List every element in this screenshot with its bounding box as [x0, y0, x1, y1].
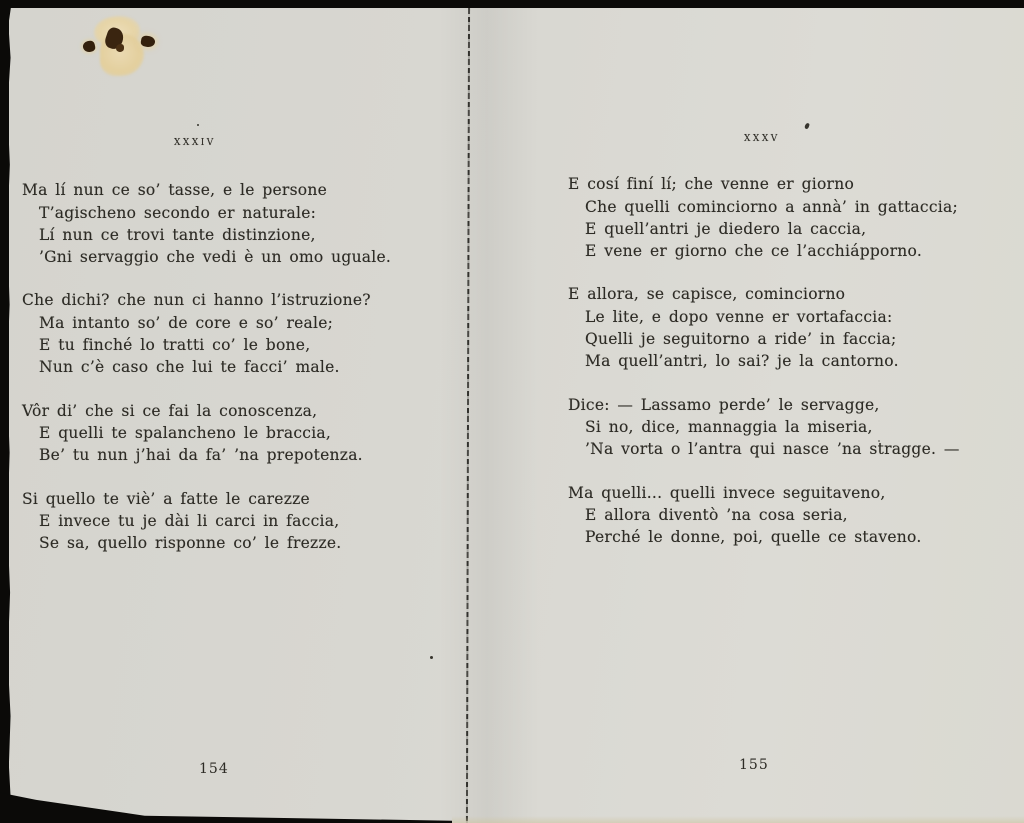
poem-line: E allora diventò ’na cosa seria,	[585, 505, 848, 524]
poem-line: Vôr di’ che si ce fai la conoscenza,	[22, 401, 318, 420]
poem-line: Perché le donne, poi, quelle ce staveno.	[585, 528, 922, 547]
stanza	[22, 179, 474, 268]
poem-line: ’Gni servaggio che vedi è un omo uguale.	[39, 248, 392, 267]
chapter-heading-left: xxxiv	[174, 133, 216, 149]
chapter-heading-right: xxxv	[744, 129, 780, 145]
poem-line: Le lite, e dopo venne er vortafaccia:	[585, 307, 893, 326]
stanza	[568, 173, 1020, 262]
stanza	[568, 482, 1020, 549]
poem-line: ’Na vorta o l’antra qui nasce ’na stragge. —	[585, 440, 960, 459]
right-page	[568, 126, 1020, 548]
poem-line: T’agischeno secondo er naturale:	[39, 203, 317, 222]
poem-line: Si no, dice, mannaggia la miseria,	[585, 417, 873, 436]
poem-line: E quelli te spalancheno le braccia,	[39, 423, 332, 442]
stanza	[22, 289, 474, 378]
stanza	[568, 283, 1020, 372]
poem-line: E quell’antri je diedero la caccia,	[585, 219, 867, 238]
poem-line: Ma lí nun ce so’ tasse, e le persone	[22, 181, 328, 200]
poem-line: Ma quell’antri, lo sai? je la cantorno.	[585, 352, 899, 371]
poem-line: E allora, se capisce, cominciorno	[568, 285, 846, 304]
poem-line: Lí nun ce trovi tante distinzione,	[39, 225, 316, 244]
poem-line: E invece tu je dài li carci in faccia,	[39, 511, 340, 530]
stanza	[568, 394, 1020, 461]
page-number-right: 155	[739, 757, 769, 773]
poem-line: Ma quelli... quelli invece seguitaveno,	[568, 483, 886, 502]
poem-line: Che dichi? che nun ci hanno l’istruzione?	[22, 291, 371, 310]
stanza	[22, 400, 474, 467]
poem-line: Nun c’è caso che lui te facci’ male.	[39, 358, 340, 377]
poem-line: Be’ tu nun j’hai da fa’ ’na prepotenza.	[39, 446, 363, 465]
poem-line: Ma intanto so’ de core e so’ reale;	[39, 313, 334, 332]
left-page	[22, 130, 474, 554]
poem-line: Che quelli cominciorno a annà’ in gattaccia;	[585, 197, 958, 216]
poem-line: Si quello te viè’ a fatte le carezze	[22, 489, 310, 508]
poem-line: Se sa, quello risponne co’ le frezze.	[39, 534, 342, 553]
poem-line: Dice: — Lassamo perde’ le servagge,	[568, 395, 880, 414]
dust-speck	[430, 656, 433, 659]
dust-speck	[197, 124, 199, 126]
poem-line: Quelli je seguitorno a ride’ in faccia;	[585, 330, 897, 349]
page-bottom-edge-tint	[452, 816, 1024, 823]
ink-stain	[116, 44, 124, 52]
poem-line: E tu finché lo tratti co’ le bone,	[39, 336, 311, 355]
poem-line: E cosí finí lí; che venne er giorno	[568, 175, 855, 194]
photo-edge-top	[0, 0, 1024, 8]
page-number-left: 154	[199, 761, 229, 777]
stanza	[22, 488, 474, 555]
poem-line: E vene er giorno che ce l’acchiápporno.	[585, 242, 923, 261]
